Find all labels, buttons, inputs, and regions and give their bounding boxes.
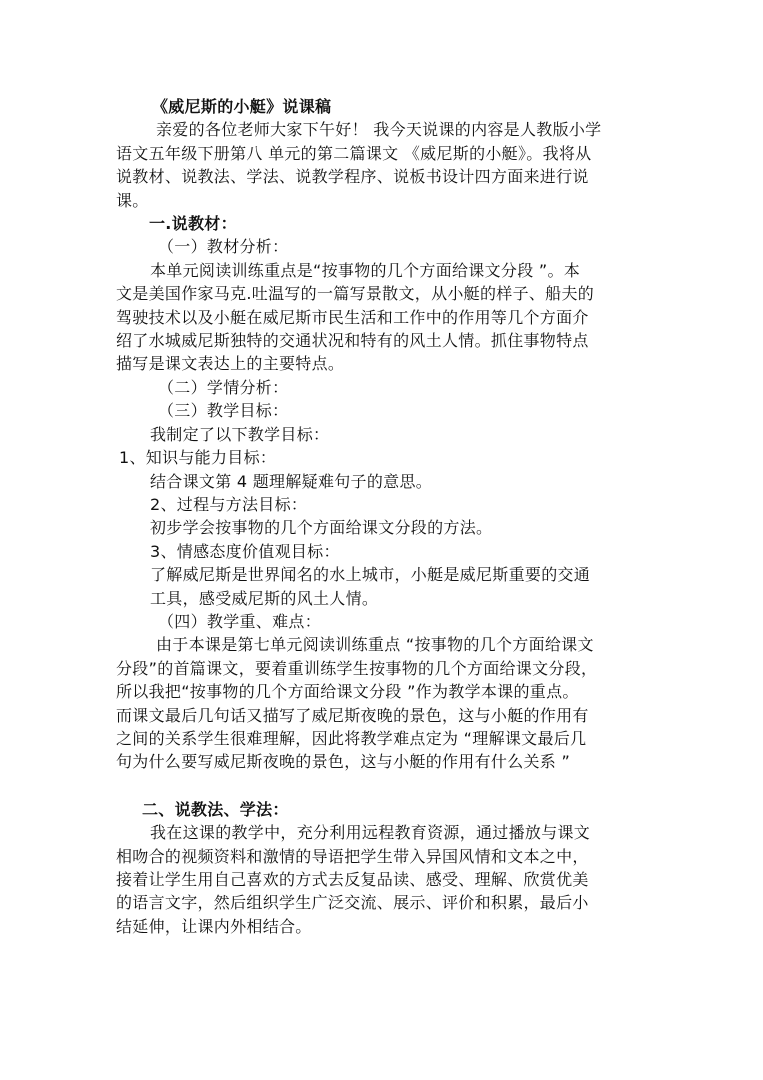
intro-line-2: 语文五年级下册第八 单元的第二篇课文 《威尼斯的小艇》。我将从	[116, 143, 592, 163]
subsection-4-heading: （四）教学重、难点：	[158, 611, 322, 631]
subsection-1-heading: （一）教材分析：	[158, 237, 289, 257]
method-line-3: 接着让学生用自己喜欢的方式去反复品读、感受、理解、欣赏优美	[116, 870, 589, 889]
goal-3-text-2: 工具，感受威尼斯的风土人情。	[150, 588, 379, 608]
goal-2-text: 初步学会按事物的几个方面给课文分段的方法。	[150, 518, 493, 538]
document-title: 《威尼斯的小艇》说课稿	[152, 97, 332, 116]
goal-3-heading: 3、情感态度价值观目标：	[150, 541, 340, 561]
goal-1-heading: 1、知识与能力目标：	[119, 448, 277, 468]
section-2-heading: 二、说教法、学法：	[142, 799, 289, 819]
keypoints-line-5: 之间的关系学生很难理解，因此将教学难点定为 “理解课文最后几	[116, 728, 587, 748]
method-line-1: 我在这课的教学中，充分利用远程教育资源，通过播放与课文	[150, 823, 591, 843]
document-body	[116, 95, 646, 938]
goal-3-text-1: 了解威尼斯是世界闻名的水上城市，小艇是威尼斯重要的交通	[150, 565, 591, 585]
analysis-line-3: 驾驶技术以及小艇在威尼斯市民生活和工作中的作用等几个方面介	[116, 307, 589, 327]
subsection-3-heading: （三）教学目标：	[158, 401, 289, 421]
intro-line-4: 课。	[116, 190, 149, 210]
analysis-line-5: 描写是课文表达上的主要特点。	[116, 354, 345, 374]
analysis-line-4: 绍了水城威尼斯独特的交通状况和特有的风土人情。抓住事物特点	[116, 331, 589, 351]
method-line-4: 的语言文字，然后组织学生广泛交流、展示、评价和积累，最后小	[116, 893, 589, 913]
intro-line-1: 亲爱的各位老师大家下午好！ 我今天说课的内容是人教版小学	[156, 120, 602, 140]
goals-intro: 我制定了以下教学目标：	[150, 424, 330, 444]
goal-1-text: 结合课文第 4 题理解疑难句子的意思。	[150, 471, 433, 491]
keypoints-line-6: 句为什么要写威尼斯夜晚的景色，这与小艇的作用有什么关系 ”	[116, 752, 571, 772]
subsection-2-heading: （二）学情分析：	[158, 377, 289, 397]
analysis-line-1: 本单元阅读训练重点是“按事物的几个方面给课文分段 ”。本	[150, 260, 581, 280]
keypoints-line-1: 由于本课是第七单元阅读训练重点 “按事物的几个方面给课文	[156, 635, 594, 655]
intro-line-3: 说教材、说教法、学法、说教学程序、说板书设计四方面来进行说	[116, 167, 589, 187]
keypoints-line-3: 所以我把“按事物的几个方面给课文分段 ”作为教学本课的重点。	[116, 682, 579, 702]
goal-2-heading: 2、过程与方法目标：	[150, 494, 308, 514]
keypoints-line-4: 而课文最后几句话又描写了威尼斯夜晚的景色，这与小艇的作用有	[116, 705, 589, 725]
analysis-line-2: 文是美国作家马克.吐温写的一篇写景散文，从小艇的样子、船夫的	[116, 284, 595, 304]
blank-line	[116, 774, 646, 798]
method-line-5: 结延伸，让课内外相结合。	[116, 916, 312, 936]
section-1-heading: 一.说教材：	[149, 214, 237, 234]
method-line-2: 相吻合的视频资料和激情的导语把学生带入异国风情和文本之中，	[116, 846, 589, 866]
keypoints-line-2: 分段”的首篇课文，要着重训练学生按事物的几个方面给课文分段，	[116, 658, 598, 678]
